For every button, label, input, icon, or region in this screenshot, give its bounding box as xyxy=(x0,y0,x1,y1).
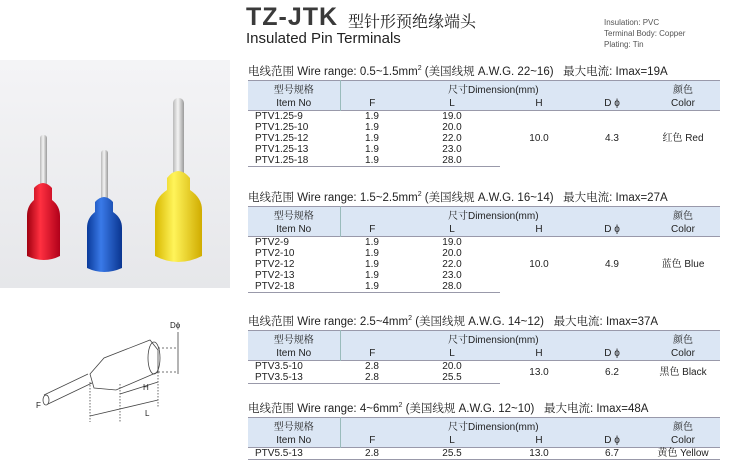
table-row: PTV2-9 1.9 19.0 10.0 4.9 蓝色 Blue xyxy=(248,237,720,249)
table-row: PTV5.5-13 2.8 25.5 13.0 6.7 黄色 Yellow xyxy=(248,448,720,460)
table-row: PTV3.5-13 2.8 25.5 xyxy=(248,372,720,384)
product-title-en: Insulated Pin Terminals xyxy=(246,30,401,47)
table-row: PTV1.25-18 1.9 28.0 xyxy=(248,155,720,167)
spec-table: 型号规格 尺寸Dimension(mm) 颜色 Item No F L H D ϕ Color PTV3.5-10 2.8 20.0 13.0 6.2 黑色 Black PTV3.5-13 2.8 25.5 xyxy=(248,330,720,384)
terminals-illustration xyxy=(0,60,230,288)
blue-terminal-barrel xyxy=(87,197,122,272)
product-code: TZ-JTK xyxy=(246,3,339,31)
spec-table: 型号规格 尺寸Dimension(mm) 颜色 Item No F L H D ϕ Color PTV5.5-13 2.8 25.5 13.0 6.7 黄色 Yellow xyxy=(248,417,720,460)
section-wire-4-6 xyxy=(248,400,720,470)
dimension-diagram xyxy=(30,312,230,442)
spec-table: 型号规格 尺寸Dimension(mm) 颜色 Item No F L H D ϕ Color PTV2-9 1.9 19.0 10.0 4.9 蓝色 Blue PTV2-10 1.9 20.0 PTV2-12 1.9 22.0 PTV2-13 1.9 23.0 PTV2-18 1.9 28.0 xyxy=(248,206,720,293)
table-row: PTV1.25-10 1.9 20.0 xyxy=(255,122,462,133)
table-row: PTV1.25-9 1.9 19.0 10.0 4.3 红色 Red xyxy=(248,111,720,123)
spec-table: 型号规格 尺寸Dimension(mm) 颜色 Item No F L H D ϕ Color PTV1.25-9 1.9 19.0 10.0 4.3 红色 Red PTV1.25-10 1.9 20.0 PTV1.25-12 1.9 22.0 PTV1.25-13 1.9 23.0 PTV1.25-18 1.9 28.0 xyxy=(248,80,720,167)
section-title: 电线范围 Wire range: $4\sim 6mm^2$ (美国线规 A.W.G. 12~10) 最大电流: Imax=48A xyxy=(248,402,649,415)
table-row: PTV2-13 1.9 23.0 xyxy=(255,270,462,281)
table-row: PTV3.5-10 2.8 20.0 13.0 6.2 黑色 Black xyxy=(248,361,720,373)
table-row: PTV2-18 1.9 28.0 xyxy=(248,281,720,293)
section-wire-0.5-1.5 xyxy=(248,63,720,181)
yellow-terminal-pin xyxy=(173,98,184,178)
red-terminal-barrel xyxy=(27,183,60,260)
diagram-label-f: F xyxy=(36,401,41,410)
yellow-terminal-barrel xyxy=(155,171,202,262)
spec-plating: Plating: Tin xyxy=(604,40,644,49)
table-row: PTV2-10 1.9 20.0 xyxy=(255,248,462,259)
section-wire-2.5-4 xyxy=(248,313,720,393)
spec-insulation: Insulation: PVC xyxy=(604,18,660,27)
red-terminal-pin xyxy=(40,135,47,190)
section-title: 电线范围 Wire range: $1.5\sim 2.5mm^2$ (美国线规 A.W.G. 16~14) 最大电流: Imax=27A xyxy=(248,191,668,204)
diagram-label-l: L xyxy=(145,409,150,418)
table-row: PTV1.25-13 1.9 23.0 xyxy=(255,144,462,155)
table-row: PTV1.25-12 1.9 22.0 xyxy=(255,133,462,144)
section-title: 电线范围 Wire range: $2.5\sim 4mm^2$ (美国线规 A.W.G. 14~12) 最大电流: Imax=37A xyxy=(248,315,659,328)
product-title-cn: 型针形预绝缘端头 xyxy=(348,14,477,31)
material-spec xyxy=(604,17,685,50)
section-title: 电线范围 Wire range: $0.5\sim 1.5mm^2$ (美国线规 A.W.G. 22~16) 最大电流: Imax=19A xyxy=(248,65,668,78)
diagram-label-h: H xyxy=(143,383,149,392)
product-photo xyxy=(0,60,230,288)
blue-terminal-pin xyxy=(101,150,108,205)
diagram-label-d: Dϕ xyxy=(170,321,181,330)
table-row: PTV2-12 1.9 22.0 xyxy=(255,259,462,270)
section-wire-1.5-2.5 xyxy=(248,189,720,307)
spec-body: Terminal Body: Copper xyxy=(604,29,686,38)
